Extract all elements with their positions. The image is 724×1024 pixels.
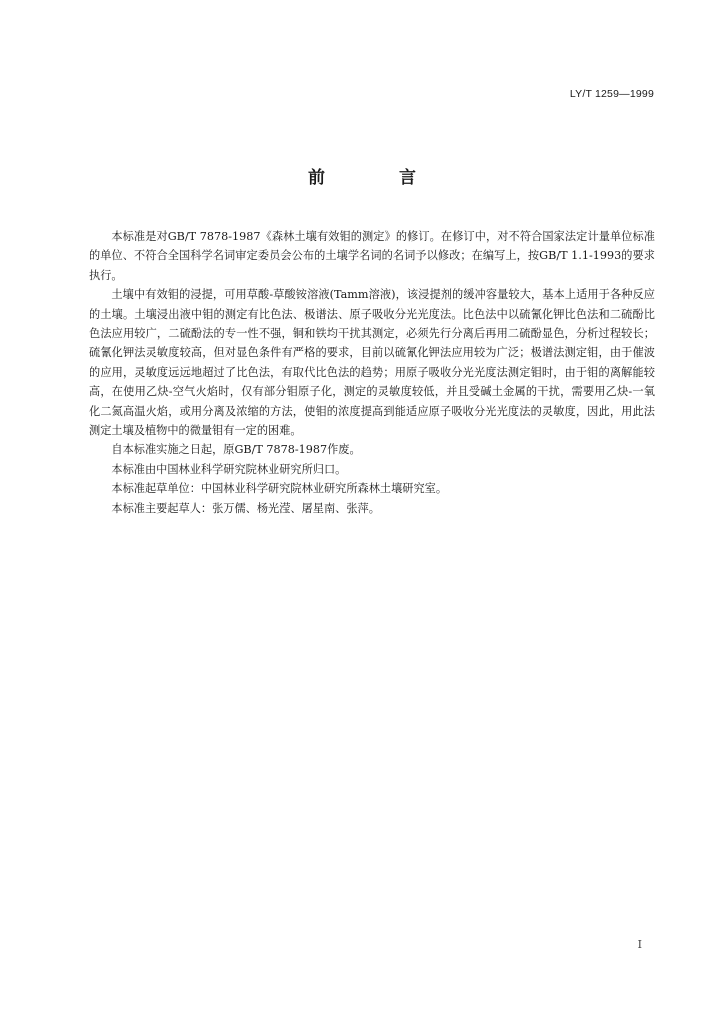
paragraph-drafting-unit: 本标准起草单位：中国林业科学研究院林业研究所森林土壤研究室。 [111, 482, 448, 496]
paragraph-methods: 土壤中有效钼的浸提，可用草酸-草酸铵溶液(Tamm溶液)，该浸提剂的缓冲容量较大，基本上适用于各种反应的土壤。土壤浸出液中钼的测定有比色法、极谱法、原子吸收分光光度法。比色法中以硫氰化钾比色法和二硫酚比色法应用较广，二硫酚法的专一性不强，铜和铁均干扰其测定，必须先行分离后再用二硫酚显色，分析过程较长；硫氰化钾法灵敏度较高，但对显色条件有严格的要求，目前以硫氰化钾法应用较为广泛；极谱法测定钼，由于催波的应用，灵敏度远远地超过了比色法，有取代比色法的趋势；用原子吸收分光光度法测定钼时，由于钼的离解能较高，在使用乙炔-空气火焰时，仅有部分钼原子化，测定的灵敏度较低，并且受碱土金属的干扰，需要用乙炔-一氧化二氮高温火焰，或用分离及浓缩的方法，使钼的浓度提高到能适应原子吸收分光光度法的灵敏度，因此，用此法测定土壤及植物中的微量钼有一定的困难。 [89, 288, 655, 438]
paragraph-supersedes: 自本标准实施之日起，原GB/T 7878-1987作废。 [111, 443, 361, 457]
foreword-body [89, 227, 655, 518]
standard-code: LY/T 1259—1999 [569, 88, 654, 100]
paragraph-proposer: 本标准由中国林业科学研究院林业研究所归口。 [111, 462, 347, 476]
page-title: 前 言 [308, 168, 450, 188]
paragraph-revision-note: 本标准是对GB/T 7878-1987《森林土壤有效钼的测定》的修订。在修订中，对不符合国家法定计量单位标准的单位、不符合全国科学名词审定委员会公布的土壤学名词的名词予以修改；在编写上，按GB/T 1.1-1993的要求执行。 [89, 230, 655, 282]
paragraph-drafters: 本标准主要起草人：张万儒、杨光滢、屠星南、张萍。 [111, 501, 380, 515]
page-number: I [637, 938, 642, 951]
